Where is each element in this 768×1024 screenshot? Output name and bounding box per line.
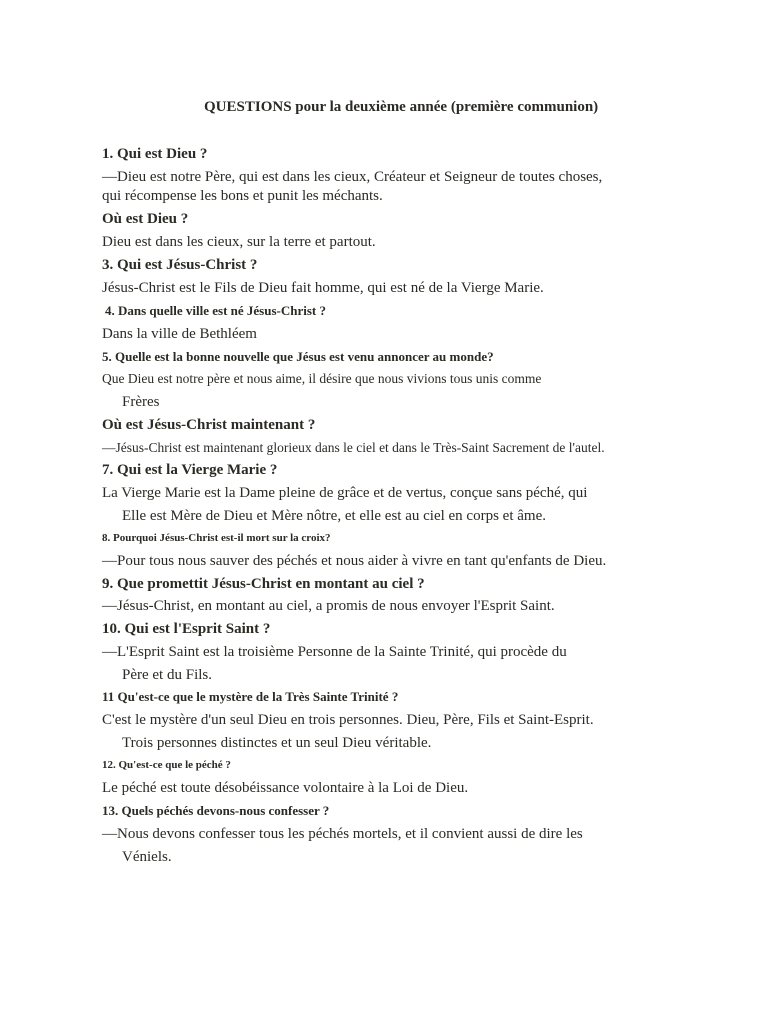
- question-12: 12. Qu'est-ce que le péché ?: [102, 759, 231, 771]
- question-10: 10. Qui est l'Esprit Saint ?: [102, 621, 271, 637]
- answer-1-line-1: —Dieu est notre Père, qui est dans les cieux, Créateur et Seigneur de toutes choses,: [102, 169, 603, 185]
- question-3: 3. Qui est Jésus-Christ ?: [102, 257, 258, 273]
- answer-4: Dans la ville de Bethléem: [102, 326, 257, 342]
- answer-2: Dieu est dans les cieux, sur la terre et partout.: [102, 234, 376, 250]
- answer-5-line-1: Que Dieu est notre père et nous aime, il désire que nous vivions tous unis comme: [102, 371, 542, 386]
- answer-11-line-2: Trois personnes distinctes et un seul Dieu véritable.: [122, 735, 432, 751]
- question-8: 8. Pourquoi Jésus-Christ est-il mort sur la croix?: [102, 532, 331, 544]
- question-11: 11 Qu'est-ce que le mystère de la Très Sainte Trinité ?: [102, 689, 399, 704]
- answer-10-line-2: Père et du Fils.: [122, 667, 212, 683]
- question-1: 1. Qui est Dieu ?: [102, 146, 208, 162]
- question-13: 13. Quels péchés devons-nous confesser ?: [102, 803, 330, 818]
- answer-3: Jésus-Christ est le Fils de Dieu fait homme, qui est né de la Vierge Marie.: [102, 280, 544, 296]
- answer-13-line-2: Véniels.: [122, 849, 172, 865]
- answer-5-line-2: Frères: [122, 394, 160, 410]
- answer-13-line-1: —Nous devons confesser tous les péchés mortels, et il convient aussi de dire les: [102, 826, 583, 842]
- page-title: QUESTIONS pour la deuxième année (première communion): [204, 99, 599, 115]
- answer-7-line-2: Elle est Mère de Dieu et Mère nôtre, et elle est au ciel en corps et âme.: [122, 508, 546, 524]
- answer-6: —Jésus-Christ est maintenant glorieux dans le ciel et dans le Très-Saint Sacrement de l'autel.: [102, 440, 605, 455]
- question-4: 4. Dans quelle ville est né Jésus-Christ ?: [105, 303, 326, 318]
- answer-10-line-1: —L'Esprit Saint est la troisième Personne de la Sainte Trinité, qui procède du: [102, 644, 567, 660]
- answer-8: —Pour tous nous sauver des péchés et nous aider à vivre en tant qu'enfants de Dieu.: [102, 553, 607, 569]
- answer-7-line-1: La Vierge Marie est la Dame pleine de grâce et de vertus, conçue sans péché, qui: [102, 485, 588, 501]
- question-2: Où est Dieu ?: [102, 211, 189, 227]
- question-5: 5. Quelle est la bonne nouvelle que Jésus est venu annoncer au monde?: [102, 349, 494, 364]
- answer-9: —Jésus-Christ, en montant au ciel, a promis de nous envoyer l'Esprit Saint.: [102, 598, 555, 614]
- answer-1-line-2: qui récompense les bons et punit les méchants.: [102, 188, 383, 204]
- question-7: 7. Qui est la Vierge Marie ?: [102, 462, 278, 478]
- question-9: 9. Que promettit Jésus-Christ en montant au ciel ?: [102, 576, 425, 592]
- answer-12: Le péché est toute désobéissance volontaire à la Loi de Dieu.: [102, 780, 469, 796]
- answer-11-line-1: C'est le mystère d'un seul Dieu en trois personnes. Dieu, Père, Fils et Saint-Esprit.: [102, 712, 594, 728]
- question-6: Où est Jésus-Christ maintenant ?: [102, 417, 316, 433]
